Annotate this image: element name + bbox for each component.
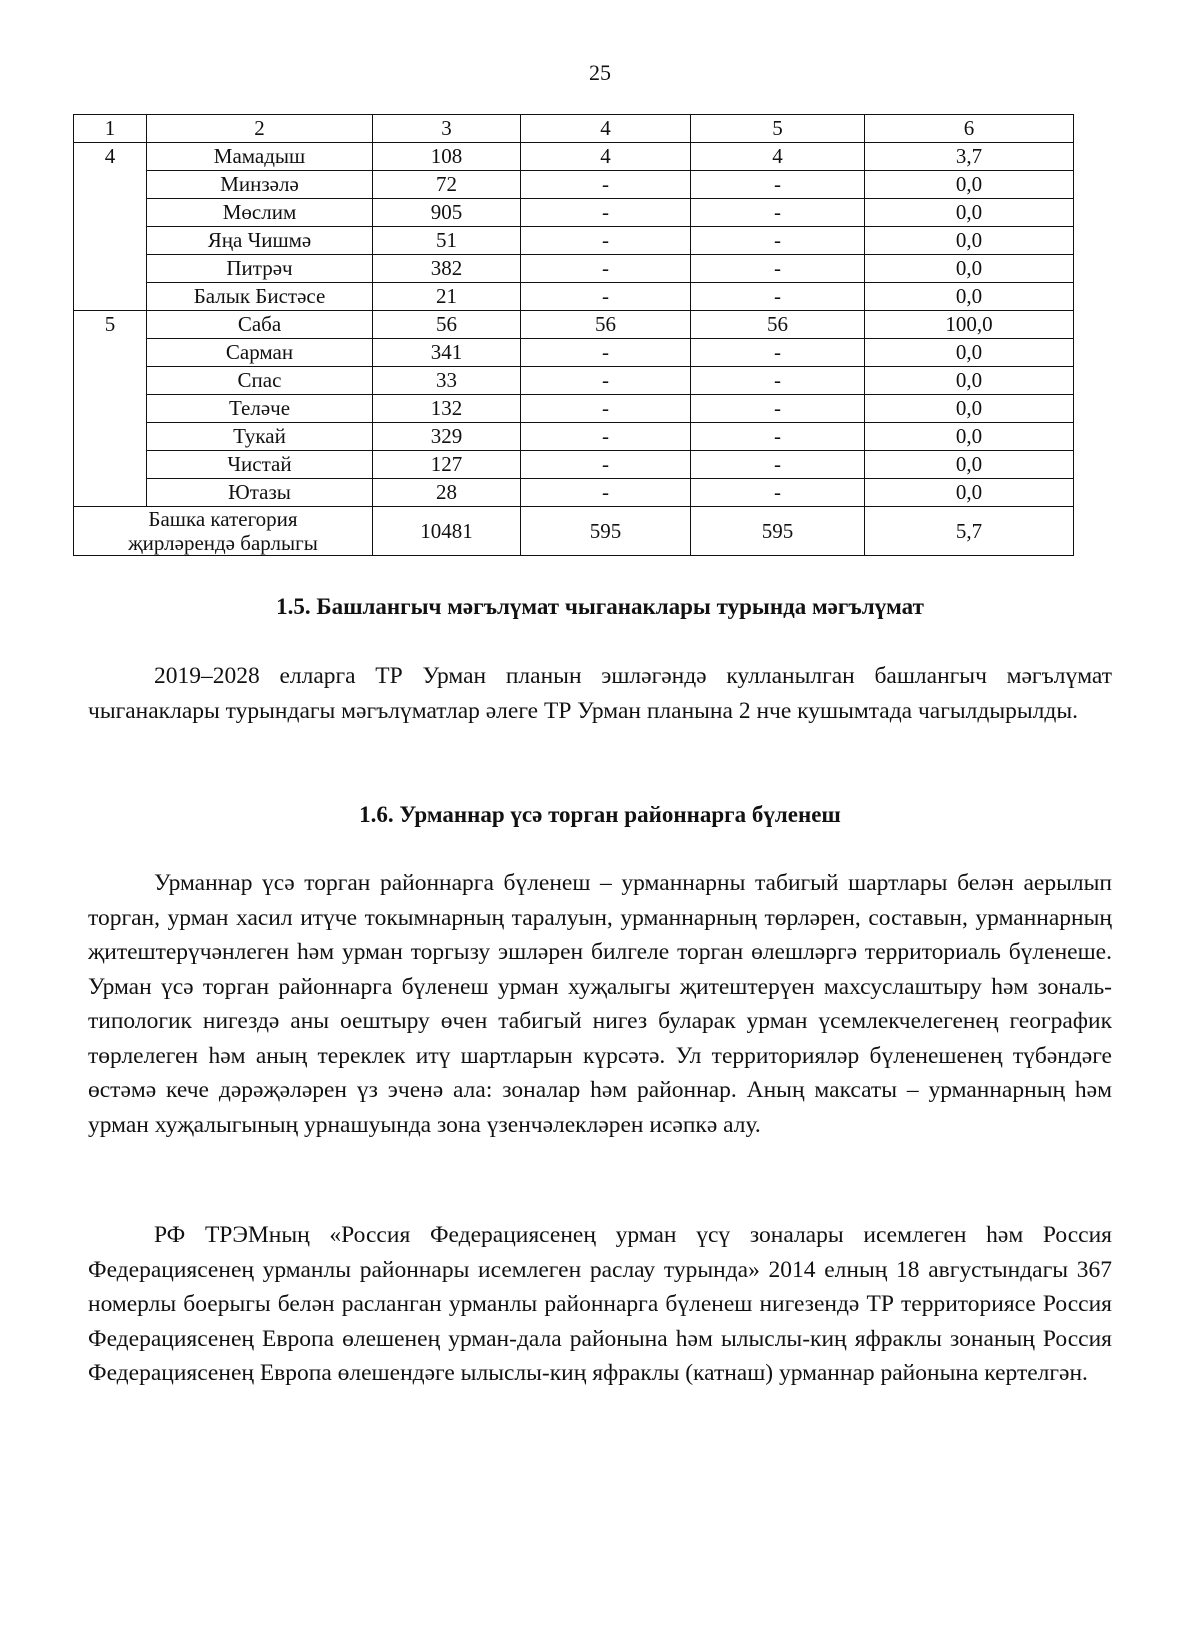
section-heading-1-6: 1.6. Урманнар үсә торган районнарга бүленеш	[359, 802, 841, 827]
table-total-label	[74, 507, 373, 556]
table-cell-col6: 0,0	[865, 171, 1074, 199]
table-cell-col3: 108	[373, 143, 521, 171]
table-cell-name: Мөслим	[147, 199, 373, 227]
table-cell-col6: 0,0	[865, 451, 1074, 479]
table-cell-col4: 56	[521, 311, 691, 339]
table-cell-number	[74, 479, 147, 507]
table-row	[74, 367, 1074, 395]
table-cell-col6: 100,0	[865, 311, 1074, 339]
table-header-cell: 4	[521, 115, 691, 143]
table-cell-number	[74, 451, 147, 479]
table-cell-col6: 0,0	[865, 367, 1074, 395]
table-cell-col5: -	[691, 199, 865, 227]
total-label-line-2: җирләрендә барлыгы	[128, 531, 318, 555]
table-cell-col6: 0,0	[865, 227, 1074, 255]
table-cell-col3: 21	[373, 283, 521, 311]
table-cell-col5: -	[691, 423, 865, 451]
table-cell-col3: 905	[373, 199, 521, 227]
table-header-row	[74, 115, 1074, 143]
paragraph-1-5: 2019–2028 елларга ТР Урман планын эшләгәндә кулланылган башлангыч мәгълүмат чыганаклары турындагы мәгълүматлар әлеге ТР Урман планына 2 нче кушымтада чагылдырылды.	[88, 663, 1112, 724]
table-cell-col6: 0,0	[865, 423, 1074, 451]
paragraph-1-6-a: Урманнар үсә торган районнарга бүленеш – урманнарны табигый шартлары белән аерылып торган, урман хасил итүче токымнарның таралуын, урманнарның төрләрен, составын, урманнарның җитештерүчәнлеген һәм урман торгызу эшләрен билгеле торган өлешләргә территориаль бүленеше. Урман үсә торган районнарга бүленеш урман хуҗалыгы җитештерүен махсуслаштыру һәм зональ-типологик нигездә аны оештыру өчен табигый нигез буларак урман үсемлекчелегенең географик төрлелеген һәм аның тереклек итү шартларын күрсәтә. Ул территорияләр бүленешенең түбәндәге өстәмә кече дәрәҗәләрен үз эченә ала: зоналар һәм районнар. Аның максаты – урманнарның һәм урман хуҗалыгының урнашуында зона үзенчәлекләрен исәпкә алу.	[88, 870, 1112, 1138]
table-cell-number	[74, 395, 147, 423]
table-cell-col3: 382	[373, 255, 521, 283]
table-cell-col5: -	[691, 171, 865, 199]
table-cell-col6: 0,0	[865, 339, 1074, 367]
table-cell-col4: -	[521, 171, 691, 199]
table-cell-name: Питрәч	[147, 255, 373, 283]
table-cell-col6: 3,7	[865, 143, 1074, 171]
table-cell-col3: 132	[373, 395, 521, 423]
table-cell-name: Балык Бистәсе	[147, 283, 373, 311]
table-total-c5: 595	[691, 507, 865, 556]
table-cell-col5: -	[691, 227, 865, 255]
table-cell-name: Ютазы	[147, 479, 373, 507]
table-cell-col5: -	[691, 367, 865, 395]
table-cell-col4: -	[521, 423, 691, 451]
table-cell-name: Яңа Чишмә	[147, 227, 373, 255]
table-cell-number: 4	[74, 143, 147, 171]
table-cell-col5: 56	[691, 311, 865, 339]
table-row	[74, 143, 1074, 171]
table-cell-col3: 329	[373, 423, 521, 451]
table-cell-col4: -	[521, 339, 691, 367]
table-cell-name: Сарман	[147, 339, 373, 367]
table-total-c4: 595	[521, 507, 691, 556]
table-row	[74, 199, 1074, 227]
table-row	[74, 283, 1074, 311]
data-table	[73, 114, 1074, 556]
table-row	[74, 395, 1074, 423]
table-cell-col6: 0,0	[865, 395, 1074, 423]
table-cell-col3: 341	[373, 339, 521, 367]
table-header-cell: 1	[74, 115, 147, 143]
table-cell-col3: 28	[373, 479, 521, 507]
table-cell-number	[74, 423, 147, 451]
table-cell-col4: -	[521, 227, 691, 255]
table-cell-number	[74, 283, 147, 311]
table-body	[74, 115, 1074, 556]
table-row	[74, 339, 1074, 367]
table-cell-col5: -	[691, 255, 865, 283]
table-cell-col4: -	[521, 479, 691, 507]
table-cell-col6: 0,0	[865, 479, 1074, 507]
table-cell-name: Саба	[147, 311, 373, 339]
table-row	[74, 451, 1074, 479]
table-cell-col4: 4	[521, 143, 691, 171]
table-cell-number	[74, 255, 147, 283]
table-total-c3: 10481	[373, 507, 521, 556]
table-header-cell: 5	[691, 115, 865, 143]
table-cell-name: Чистай	[147, 451, 373, 479]
table-row	[74, 423, 1074, 451]
table-cell-col5: -	[691, 339, 865, 367]
table-cell-col5: -	[691, 283, 865, 311]
table-cell-number: 5	[74, 311, 147, 339]
table-cell-number	[74, 339, 147, 367]
table-row	[74, 479, 1074, 507]
table-cell-col4: -	[521, 451, 691, 479]
table-row	[74, 171, 1074, 199]
table-cell-number	[74, 199, 147, 227]
page-number: 25	[589, 60, 611, 85]
table-header-cell: 2	[147, 115, 373, 143]
table-cell-name: Теләче	[147, 395, 373, 423]
table-cell-col3: 33	[373, 367, 521, 395]
table-row	[74, 255, 1074, 283]
table-cell-col3: 51	[373, 227, 521, 255]
table-cell-number	[74, 367, 147, 395]
table-cell-name: Тукай	[147, 423, 373, 451]
table-cell-col4: -	[521, 255, 691, 283]
table-cell-col5: -	[691, 451, 865, 479]
table-cell-col4: -	[521, 395, 691, 423]
table-cell-name: Минзәлә	[147, 171, 373, 199]
section-heading-1-5: 1.5. Башлангыч мәгълүмат чыганаклары турында мәгълүмат	[276, 594, 924, 619]
table-cell-col6: 0,0	[865, 199, 1074, 227]
table-header-cell: 3	[373, 115, 521, 143]
table-cell-name: Спас	[147, 367, 373, 395]
table-row	[74, 227, 1074, 255]
table-cell-col5: -	[691, 395, 865, 423]
table-cell-col4: -	[521, 283, 691, 311]
table-cell-col4: -	[521, 367, 691, 395]
table-cell-col4: -	[521, 199, 691, 227]
table-total-c6: 5,7	[865, 507, 1074, 556]
table-cell-name: Мамадыш	[147, 143, 373, 171]
table-cell-col6: 0,0	[865, 283, 1074, 311]
table-cell-col3: 56	[373, 311, 521, 339]
paragraph-1-6-b: РФ ТРЭМның «Россия Федерациясенең урман үсү зоналары исемлеген һәм Россия Федерациясенең урманлы районнары исемлеген раслау турында» 2014 елның 18 августындагы 367 номерлы боерыгы белән расланган урманлы районнарга бүленеш нигезендә ТР территориясе Россия Федерациясенең Европа өлешенең урман-дала районына һәм ылыслы-киң яфраклы зонаның Россия Федерациясенең Европа өлешендәге ылыслы-киң яфраклы (катнаш) урманнар районына кертелгән.	[88, 1222, 1112, 1386]
table-cell-col5: 4	[691, 143, 865, 171]
table-header-cell: 6	[865, 115, 1074, 143]
table-cell-number	[74, 227, 147, 255]
table-cell-col3: 72	[373, 171, 521, 199]
table-cell-col6: 0,0	[865, 255, 1074, 283]
table-total-row	[74, 507, 1074, 556]
table-cell-number	[74, 171, 147, 199]
table-cell-col5: -	[691, 479, 865, 507]
total-label-line-1: Башка категория	[148, 507, 298, 531]
table-cell-col3: 127	[373, 451, 521, 479]
table-row	[74, 311, 1074, 339]
